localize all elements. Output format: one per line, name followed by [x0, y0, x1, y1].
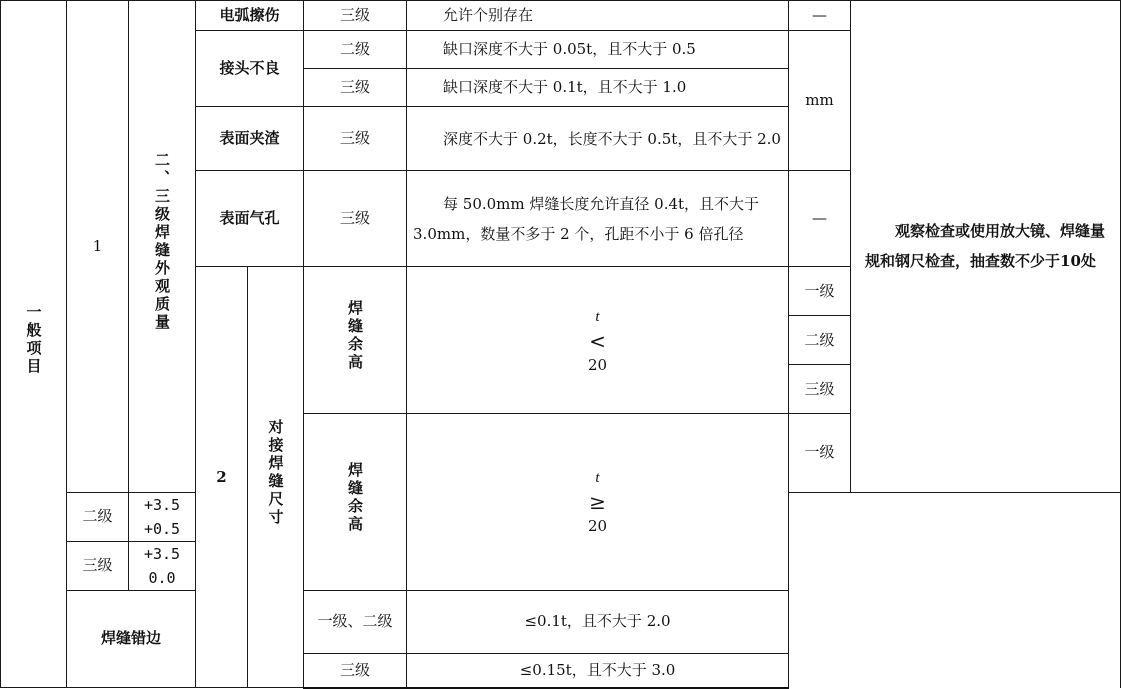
g2-grade-2: 二级: [67, 492, 129, 541]
g2-upper-2: +3.5: [143, 495, 181, 514]
slag-inclusion-grade: 三级: [304, 107, 407, 171]
g2-cond-op: ≥: [589, 490, 606, 515]
g1-grade-2: 二级: [789, 316, 851, 365]
g1-grade-3: 三级: [789, 365, 851, 414]
g2-lower-2: +0.5: [143, 519, 181, 538]
slag-inclusion-requirement: 深度不大于 0.2t，长度不大于 0.5t，且不大于 2.0: [407, 107, 789, 171]
g2-dev-3: [129, 541, 196, 590]
misalign-grade-2: 三级: [304, 654, 407, 688]
g1-cond-t: t: [595, 308, 600, 325]
misalign-name: 焊缝错边: [67, 590, 196, 688]
category-cell: [1, 1, 67, 688]
row1-method-text: 观察检查或使用放大镜、焊缝量规和钢尺检查，抽查数不少于10处: [865, 222, 1106, 271]
g2-cond-t: t: [595, 470, 600, 487]
surface-porosity-unit: —: [789, 171, 851, 267]
row2-item-label: 对接焊缝尺寸: [266, 419, 285, 527]
arc-strike-grade: 三级: [304, 1, 407, 31]
joint-defect-req-3: 缺口深度不大于 0.1t，且不大于 1.0: [407, 69, 789, 107]
g1-name-cell: [304, 267, 407, 414]
surface-porosity-grade: 三级: [304, 171, 407, 267]
g2-dev-2: [129, 492, 196, 541]
g2-upper-3: +3.5: [143, 544, 181, 563]
g2-condition: [407, 414, 789, 591]
category-label: 一般项目: [24, 304, 43, 376]
row2-number: 2: [196, 267, 248, 688]
row1-unit: mm: [789, 31, 851, 171]
row1-item-cell: [129, 1, 196, 493]
joint-defect-req-2: 缺口深度不大于 0.05t，且不大于 0.5: [407, 31, 789, 69]
g1-cond-op: <: [589, 328, 606, 353]
arc-strike-requirement: 允许个别存在: [407, 1, 789, 31]
g2-name-cell: [304, 414, 407, 591]
g1-name: 焊缝余高: [346, 300, 365, 372]
row1-method: [851, 1, 1121, 493]
surface-porosity-name: 表面气孔: [196, 171, 304, 267]
g2-cond-val: 20: [587, 517, 608, 536]
row1-item-label: 二、三级焊缝外观质量: [153, 152, 171, 333]
g1-cond-val: 20: [587, 355, 608, 374]
g2-grade-3: 三级: [67, 541, 129, 590]
misalign-req-1: ≤0.1t，且不大于 2.0: [407, 590, 789, 654]
surface-porosity-requirement: 每 50.0mm 焊缝长度允许直径 0.4t，且不大于 3.0mm，数量不多于 2 个，孔距不小于 6 倍孔径: [407, 171, 789, 267]
g1-condition: [407, 267, 789, 414]
arc-strike-name: 电弧擦伤: [196, 1, 304, 31]
arc-strike-unit: —: [789, 1, 851, 31]
g2-grade-1: 一级: [789, 414, 851, 493]
slag-inclusion-name: 表面夹渣: [196, 107, 304, 171]
misalign-grade-1: 一级、二级: [304, 590, 407, 654]
g1-grade-1: 一级: [789, 267, 851, 316]
g2-lower-3: 0.0: [148, 568, 176, 587]
joint-defect-name: 接头不良: [196, 31, 304, 107]
row2-item-cell: [248, 267, 304, 688]
misalign-req-2: ≤0.15t，且不大于 3.0: [407, 654, 789, 688]
joint-defect-grade-3: 三级: [304, 69, 407, 107]
row1-number: 1: [67, 1, 129, 493]
joint-defect-grade-2: 二级: [304, 31, 407, 69]
g2-name: 焊缝余高: [346, 461, 365, 534]
